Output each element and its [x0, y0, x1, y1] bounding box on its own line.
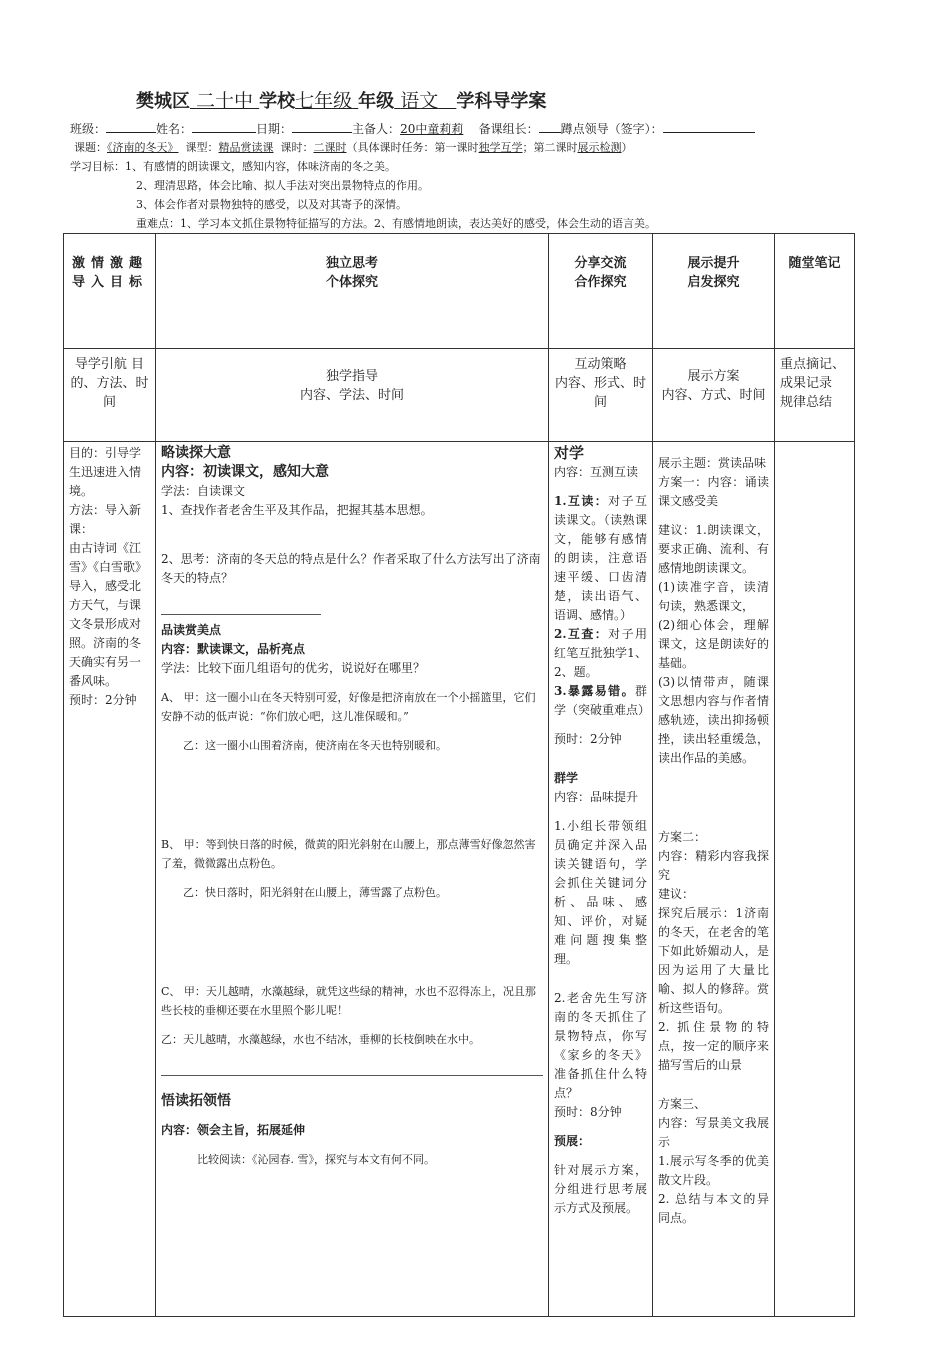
district: 樊城区	[136, 91, 190, 112]
notes-cell[interactable]	[775, 442, 855, 1317]
grade-label: 年级	[358, 91, 395, 112]
col1-cell: 目的：引导学生迅速进入情境。 方法：导入新课： 由古诗词《江雪》《白雪歌》导入，感受北方天气，与课文冬景形成对照。济南的冬天确实有另一番风味。 预时：2分钟	[64, 442, 156, 1317]
col4-cell: 展示主题：赏读品味 方案一：内容：诵读课文感受美 建议：1.朗读课文，要求正确、流利、有感情地朗读课文。 (1)读准字音，读清句读，熟悉课文， (2)细心体会，理解课文，这是朗读好的基础。 (3)以情带声，随课文思想内容与作者情感轨迹，读出抑扬顿挫，读出轻重缓急，读出作品的美感。 方案二： 内容：精彩内容我探究 建议： 探究后展示：1济南的冬天，在老舍的笔下如此娇媚动人，是因为运用了大量比喻、拟人的修辞。赏析这些语句。 2. 抓住景物的特点，按一定的顺序来描写雪后的山景 方案三、 内容：写景美文我展示 1.展示写冬季的优美散文片段。 2. 总结与本文的异同点。	[653, 442, 775, 1317]
leader-field[interactable]	[539, 121, 561, 133]
preparer: 20中童莉莉	[400, 122, 464, 136]
table-header-row: 激情激趣 导入目标 独立思考 个体探究 分享交流 合作探究 展示提升 启发探究 随堂笔记	[64, 234, 855, 349]
course-line: 课题：《济南的冬天》 课型：精品赏读课 课时：二课时（具体课时任务：第一课时独学互学；第二课时展示检测）	[74, 141, 633, 154]
subject-label: 学科导学案	[456, 91, 547, 112]
leader-sign-field[interactable]	[663, 121, 755, 133]
grade-name: 七年级	[295, 90, 353, 112]
col2-cell: 略读探大意 内容：初读课文，感知大意 学法：自读课文 1、查找作者老舍生平及其作品，把握其基本思想。 2、思考：济南的冬天总的特点是什么？作者采取了什么方法写出了济南冬天的特点？ 品读赏美点 内容：默读课文，品析亮点 学法：比较下面几组语句的优劣，说说好在哪里？ A、 甲：这一圈小山在冬天特别可爱，好像是把济南放在一个小摇篮里，它们安静不动的低声说：“你们放心吧，这儿准保暖和。” 乙：这一圈小山围着济南，使济南在冬天也特别暖和。 B、 甲：等到快日落的时候，微黄的阳光斜射在山腰上，那点薄雪好像忽然害了羞，微微露出点粉色。 乙：快日落时，阳光斜射在山腰上，薄雪露了点粉色。 C、 甲：天儿越晴，水藻越绿，就凭这些绿的精神，水也不忍得冻上，况且那些长枝的垂柳还要在水里照个影儿呢！ 乙：天儿越晴，水藻越绿，水也不结冰，垂柳的长枝倒映在水中。 悟读拓领悟 内容：领会主旨，拓展延伸 比较阅读：《沁园春. 雪》，探究与本文有何不同。	[156, 442, 549, 1317]
school-label: 学校	[259, 91, 296, 112]
guide-table	[63, 233, 855, 1317]
date-field[interactable]	[292, 121, 352, 133]
school-name: 二十中	[196, 90, 254, 112]
key-points: 重难点：1、学习本文抓住景物特征描写的方法。2、有感情地朗读，表达美好的感受，体会生动的语言美。	[136, 217, 656, 230]
col3-cell: 对学 内容：互测互读 1.互读：对子互读课文。（读熟课文，能够有感情的朗读，注意语速平缓、口齿清楚，读出语气、语调、感情。） 2.互查：对子用红笔互批独学1、2、题。 3.暴露易错。群学（突破重难点） 预时：2分钟 群学 内容：品味提升 1.小组长带领组员确定并深入品读关键语句，学会抓住关键词分析、品味、感知、评价，对疑难问题搜集整理。 2.老舍先生写济南的冬天抓住了景物特点，你写《家乡的冬天》准备抓住什么特点？ 预时：8分钟 预展： 针对展示方案，分组进行思考展示方式及预展。	[549, 442, 653, 1317]
subject-name: 语文	[400, 90, 439, 112]
objectives: 学习目标：1、有感情的朗读课文，感知内容，体味济南的冬之美。	[70, 160, 396, 173]
info-line: 班级： 姓名： 日期： 主备人：20中童莉莉 备课组长： 蹲点领导（签字）：	[70, 120, 755, 137]
table-subheader-row: 导学引航 目的、方法、时间 独学指导 内容、学法、时间 互动策略 内容、形式、时间 展示方案 内容、方式、时间 重点摘记、成果记录 规律总结	[64, 349, 855, 442]
page-title	[136, 86, 546, 113]
class-field[interactable]	[106, 121, 156, 133]
name-field[interactable]	[192, 121, 256, 133]
table-body-row	[64, 442, 855, 1317]
